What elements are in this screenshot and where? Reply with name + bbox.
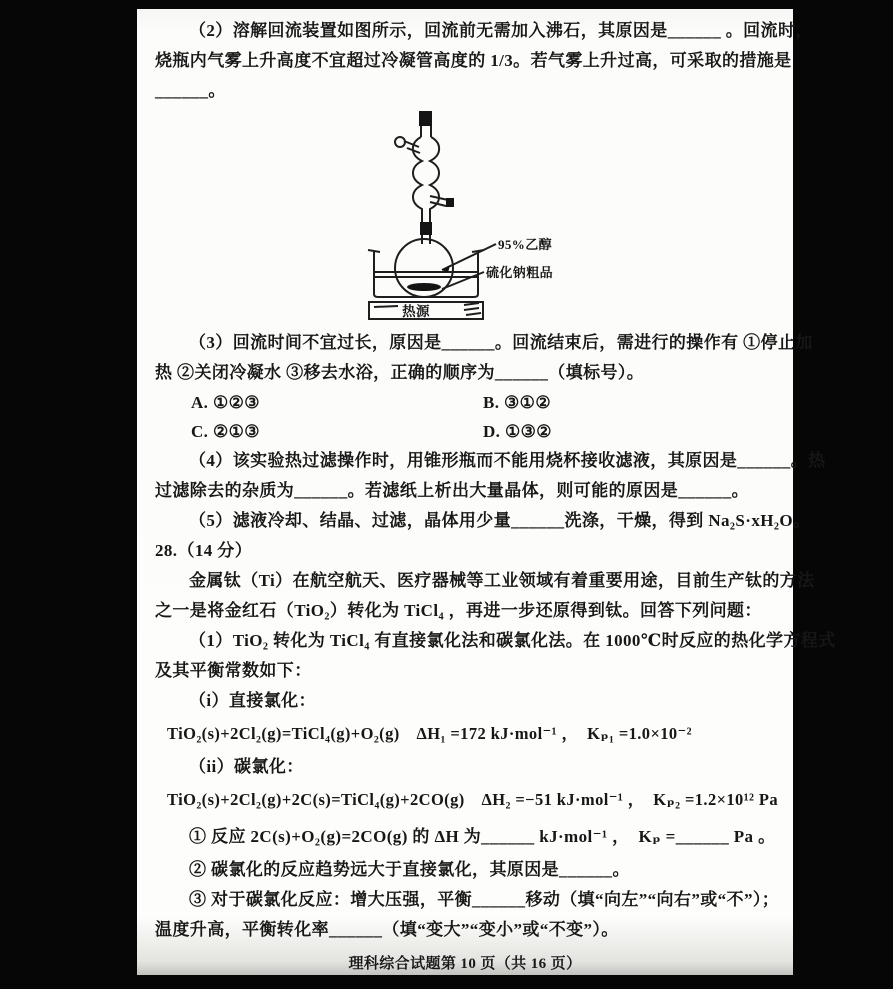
condenser-icon [395, 111, 454, 244]
heat-source-label: 热源 [402, 304, 430, 319]
reflux-apparatus-figure [338, 110, 670, 326]
choice-c: C. ②①③ [191, 422, 260, 441]
q27-part4-line2: 过滤除去的杂质为______。若滤纸上析出大量晶体，则可能的原因是______。 [155, 481, 749, 500]
q28-intro-line2: 之一是将金红石（TiO₂）转化为 TiCl₄ ，再进一步还原得到钛。回答下列问题： [155, 601, 762, 620]
q28-subquestion-3-line2: 温度升高，平衡转化率______（填“变大”“变小”或“不变”）。 [155, 920, 619, 939]
q28-heading: 28.（14 分） [155, 541, 253, 560]
q27-part3-line1: （3）回流时间不宜过长，原因是______。回流结束后，需进行的操作有 ①停止加 [189, 333, 813, 352]
direct-chlorination-equation: TiO₂(s)+2Cl₂(g)=TiCl₄(g)+O₂(g) ΔH₁ =172 kJ·mol⁻¹ ， Kₚ₁ =1.0×10⁻² [167, 724, 693, 743]
choice-b: B. ③①② [483, 393, 551, 412]
choice-row-2 [155, 417, 775, 446]
q28-part1-line2: 及其平衡常数如下： [155, 661, 312, 680]
carbochlorination-equation: TiO₂(s)+2Cl₂(g)+2C(s)=TiCl₄(g)+2CO(g) ΔH₂ =−51 kJ·mol⁻¹ ， Kₚ₂ =1.2×10¹² Pa [167, 790, 779, 809]
q27-part5: （5）滤液冷却、结晶、过滤，晶体用少量______洗涤，干燥，得到 Na₂S·xH₂O。 [189, 511, 811, 530]
q27-part2-line1: （2）溶解回流装置如图所示，回流前无需加入沸石，其原因是______ 。回流时， [189, 21, 813, 40]
q27-part2-line3: ______。 [155, 81, 226, 100]
reflux-apparatus-diagram [338, 110, 670, 326]
page-content [137, 9, 836, 975]
ethanol-label: 95%乙醇 [498, 237, 552, 252]
crude-sodium-sulfide-label: 硫化钠粗品 [486, 265, 554, 280]
q28-part1-line1: （1）TiO₂ 转化为 TiCl₄ 有直接氯化法和碳氯化法。在 1000℃时反应的热化学方程式 [189, 631, 836, 650]
choice-d: D. ①③② [483, 422, 552, 441]
direct-chlorination-label: （i）直接氯化： [189, 691, 316, 710]
q27-part3-line2: 热 ②关闭冷凝水 ③移去水浴，正确的顺序为______（填标号）。 [155, 363, 645, 382]
exam-paper [137, 9, 836, 975]
q28-subquestion-3-line1: ③ 对于碳氯化反应：增大压强，平衡______移动（填“向左”“向右”或“不”）； [189, 890, 780, 909]
q28-subquestion-1: ① 反应 2C(s)+O₂(g)=2CO(g) 的 ΔH 为______ kJ·mol⁻¹ ， Kₚ =______ Pa 。 [189, 827, 776, 846]
q27-part4-line1: （4）该实验热过滤操作时，用锥形瓶而不能用烧杯接收滤液，其原因是______。热 [189, 451, 826, 470]
page-footer: 理科综合试题第 10 页（共 16 页） [348, 956, 582, 972]
q27-part2-line2: 烧瓶内气雾上升高度不宜超过冷凝管高度的 1/3。若气雾上升过高，可采取的措施是 [155, 51, 792, 70]
q28-intro-line1: 金属钛（Ti）在航空航天、医疗器械等工业领域有着重要用途，目前生产钛的方法 [189, 571, 815, 590]
choice-row-1 [155, 388, 775, 417]
choice-a: A. ①②③ [191, 393, 260, 412]
carbochlorination-label: （ii）碳氯化： [189, 757, 304, 776]
q28-subquestion-2: ② 碳氯化的反应趋势远大于直接氯化，其原因是______。 [189, 860, 630, 879]
